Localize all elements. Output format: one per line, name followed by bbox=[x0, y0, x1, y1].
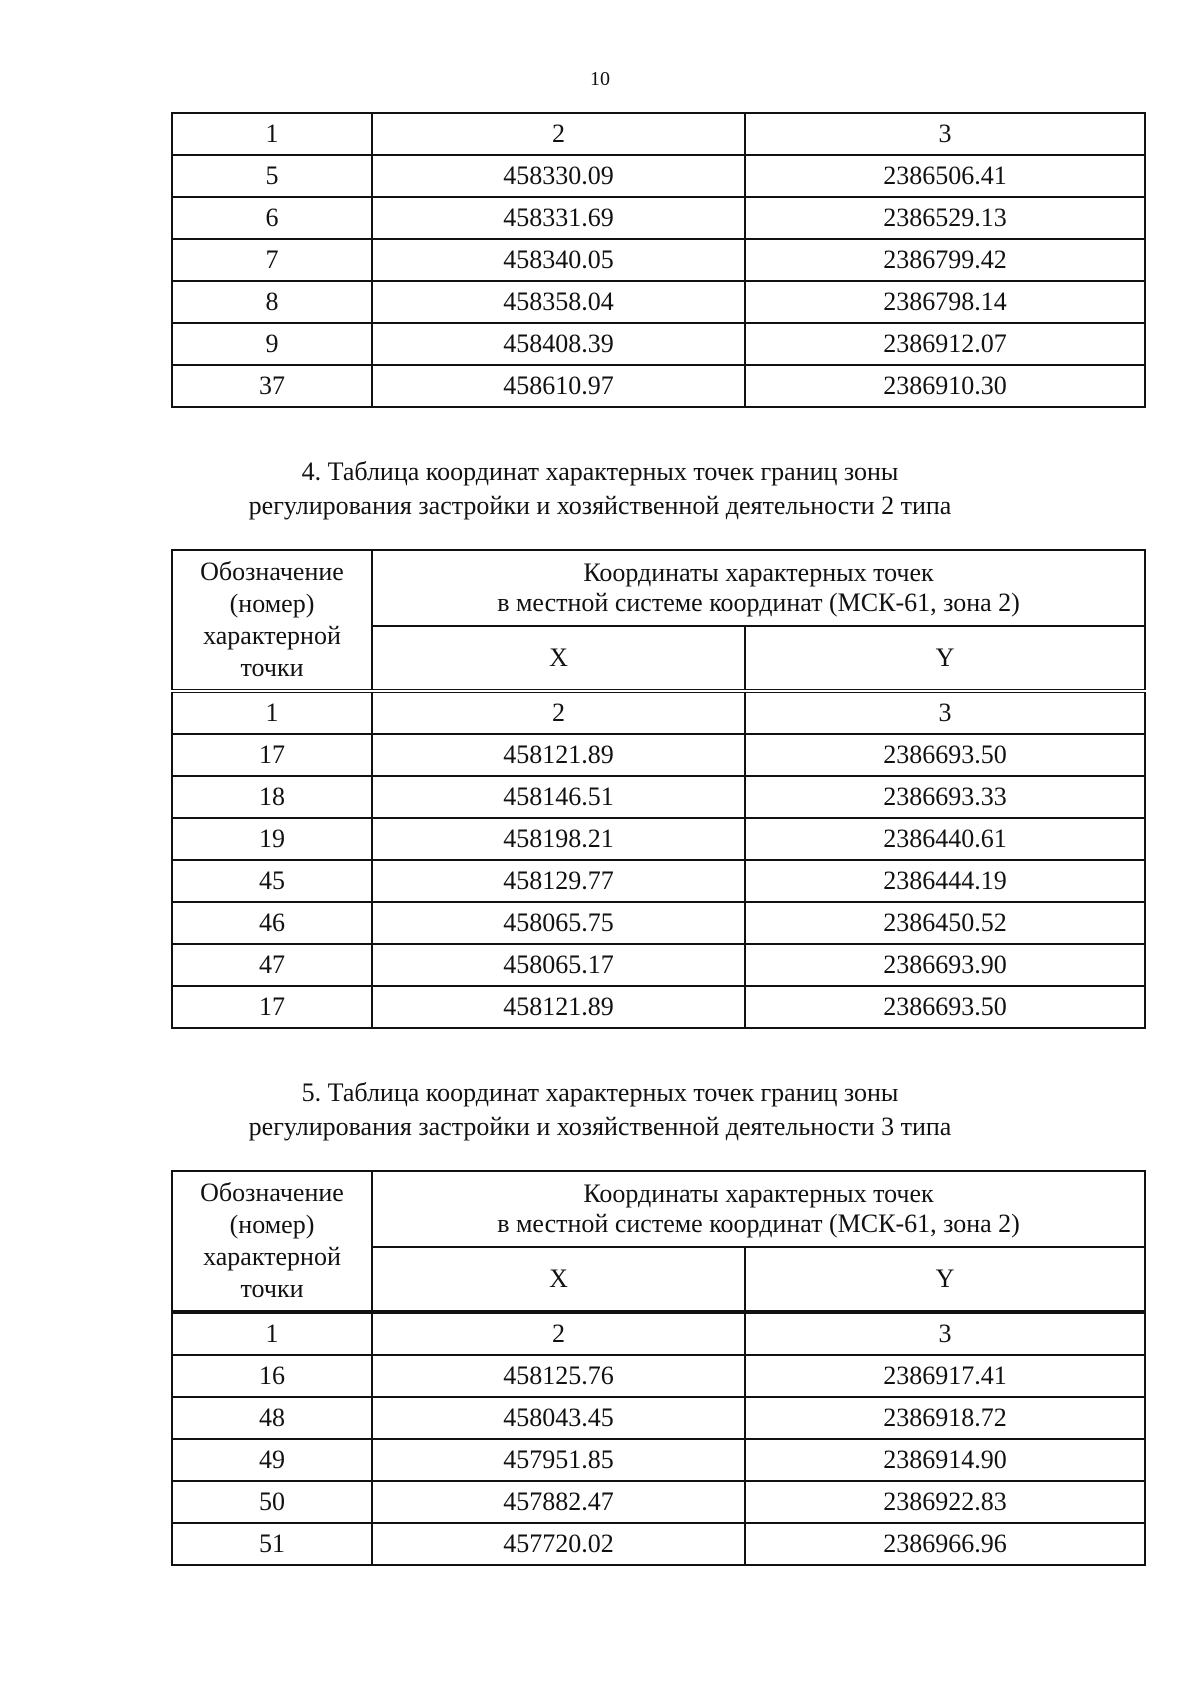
x-coordinate-cell: 458408.39 bbox=[372, 323, 745, 365]
coordinates-table-zone-2 bbox=[171, 549, 1146, 1029]
column-number-row bbox=[172, 691, 1145, 734]
table-row bbox=[172, 734, 1145, 776]
x-coordinate-cell: 458610.97 bbox=[372, 365, 745, 407]
y-coordinate-cell: 2386914.90 bbox=[745, 1439, 1145, 1481]
table-row bbox=[172, 155, 1145, 197]
point-number-cell: 50 bbox=[172, 1481, 372, 1523]
x-coordinate-cell: 457720.02 bbox=[372, 1523, 745, 1565]
designation-header-line: Обозначение bbox=[200, 557, 344, 586]
coordinates-header bbox=[372, 1171, 1145, 1247]
y-coordinate-cell: 2386966.96 bbox=[745, 1523, 1145, 1565]
table-row bbox=[172, 1481, 1145, 1523]
x-coordinate-cell: 458340.05 bbox=[372, 239, 745, 281]
x-coordinate-cell: 458330.09 bbox=[372, 155, 745, 197]
column-number-row bbox=[172, 1312, 1145, 1355]
designation-header-line: Обозначение bbox=[200, 1178, 344, 1207]
table-caption-5 bbox=[0, 1076, 1200, 1144]
y-axis-header: Y bbox=[745, 1247, 1145, 1312]
column-number-cell: 3 bbox=[745, 1312, 1145, 1355]
y-coordinate-cell: 2386917.41 bbox=[745, 1355, 1145, 1397]
x-coordinate-cell: 458121.89 bbox=[372, 734, 745, 776]
table-row bbox=[172, 281, 1145, 323]
column-number-cell: 1 bbox=[172, 691, 372, 734]
x-coordinate-cell: 457951.85 bbox=[372, 1439, 745, 1481]
table-row bbox=[172, 1523, 1145, 1565]
column-number-cell: 1 bbox=[172, 1312, 372, 1355]
page-number: 10 bbox=[590, 68, 610, 90]
column-number-cell: 3 bbox=[745, 113, 1145, 155]
x-coordinate-cell: 458129.77 bbox=[372, 860, 745, 902]
designation-header-line: (номер) bbox=[229, 1210, 315, 1239]
point-number-cell: 8 bbox=[172, 281, 372, 323]
y-coordinate-cell: 2386799.42 bbox=[745, 239, 1145, 281]
point-number-cell: 37 bbox=[172, 365, 372, 407]
coordinates-table-zone-3 bbox=[171, 1170, 1146, 1566]
coordinates-table-continued bbox=[171, 112, 1146, 408]
caption-line: 4. Таблица координат характерных точек границ зоны bbox=[301, 457, 899, 486]
column-number-cell: 2 bbox=[372, 1312, 745, 1355]
table-row bbox=[172, 365, 1145, 407]
point-number-cell: 9 bbox=[172, 323, 372, 365]
x-coordinate-cell: 458331.69 bbox=[372, 197, 745, 239]
table-row bbox=[172, 1397, 1145, 1439]
table-row bbox=[172, 239, 1145, 281]
x-coordinate-cell: 458125.76 bbox=[372, 1355, 745, 1397]
header-row bbox=[172, 1171, 1145, 1247]
y-coordinate-cell: 2386912.07 bbox=[745, 323, 1145, 365]
coordinates-header-line: Координаты характерных точек bbox=[583, 558, 934, 587]
column-number-row bbox=[172, 113, 1145, 155]
x-coordinate-cell: 458121.89 bbox=[372, 986, 745, 1028]
x-coordinate-cell: 458198.21 bbox=[372, 818, 745, 860]
table-row bbox=[172, 776, 1145, 818]
table-row bbox=[172, 902, 1145, 944]
point-number-cell: 17 bbox=[172, 734, 372, 776]
point-number-cell: 18 bbox=[172, 776, 372, 818]
coordinates-header-line: Координаты характерных точек bbox=[583, 1179, 934, 1208]
point-number-cell: 17 bbox=[172, 986, 372, 1028]
y-coordinate-cell: 2386693.50 bbox=[745, 986, 1145, 1028]
point-number-cell: 5 bbox=[172, 155, 372, 197]
coordinates-header bbox=[372, 550, 1145, 626]
y-coordinate-cell: 2386693.50 bbox=[745, 734, 1145, 776]
y-coordinate-cell: 2386450.52 bbox=[745, 902, 1145, 944]
y-coordinate-cell: 2386444.19 bbox=[745, 860, 1145, 902]
y-coordinate-cell: 2386693.90 bbox=[745, 944, 1145, 986]
point-number-cell: 16 bbox=[172, 1355, 372, 1397]
table-caption-4 bbox=[0, 455, 1200, 523]
y-coordinate-cell: 2386506.41 bbox=[745, 155, 1145, 197]
point-number-cell: 45 bbox=[172, 860, 372, 902]
column-number-cell: 2 bbox=[372, 691, 745, 734]
designation-header-line: характерной bbox=[203, 621, 341, 650]
caption-line: регулирования застройки и хозяйственной деятельности 3 типа bbox=[248, 1112, 952, 1141]
y-axis-header: Y bbox=[745, 626, 1145, 691]
point-number-cell: 51 bbox=[172, 1523, 372, 1565]
designation-header-line: характерной bbox=[203, 1242, 341, 1271]
coordinates-header-line: в местной системе координат (МСК-61, зона 2) bbox=[497, 1209, 1020, 1238]
caption-line: регулирования застройки и хозяйственной деятельности 2 типа bbox=[248, 491, 952, 520]
column-number-cell: 2 bbox=[372, 113, 745, 155]
x-coordinate-cell: 458358.04 bbox=[372, 281, 745, 323]
point-number-cell: 49 bbox=[172, 1439, 372, 1481]
table-row bbox=[172, 818, 1145, 860]
designation-header bbox=[172, 1171, 372, 1312]
point-number-cell: 46 bbox=[172, 902, 372, 944]
point-number-cell: 48 bbox=[172, 1397, 372, 1439]
x-coordinate-cell: 458146.51 bbox=[372, 776, 745, 818]
y-coordinate-cell: 2386798.14 bbox=[745, 281, 1145, 323]
table-row bbox=[172, 986, 1145, 1028]
x-coordinate-cell: 458065.75 bbox=[372, 902, 745, 944]
y-coordinate-cell: 2386922.83 bbox=[745, 1481, 1145, 1523]
coordinates-header-line: в местной системе координат (МСК-61, зона 2) bbox=[497, 588, 1020, 617]
x-axis-header: X bbox=[372, 626, 745, 691]
y-coordinate-cell: 2386529.13 bbox=[745, 197, 1145, 239]
designation-header bbox=[172, 550, 372, 691]
point-number-cell: 7 bbox=[172, 239, 372, 281]
table-row bbox=[172, 944, 1145, 986]
designation-header-line: точки bbox=[240, 653, 304, 682]
x-axis-header: X bbox=[372, 1247, 745, 1312]
caption-line: 5. Таблица координат характерных точек границ зоны bbox=[301, 1078, 899, 1107]
point-number-cell: 19 bbox=[172, 818, 372, 860]
point-number-cell: 6 bbox=[172, 197, 372, 239]
table-row bbox=[172, 860, 1145, 902]
table-row bbox=[172, 1355, 1145, 1397]
point-number-cell: 47 bbox=[172, 944, 372, 986]
x-coordinate-cell: 458065.17 bbox=[372, 944, 745, 986]
y-coordinate-cell: 2386440.61 bbox=[745, 818, 1145, 860]
header-row bbox=[172, 550, 1145, 626]
table-row bbox=[172, 1439, 1145, 1481]
table-row bbox=[172, 323, 1145, 365]
y-coordinate-cell: 2386918.72 bbox=[745, 1397, 1145, 1439]
y-coordinate-cell: 2386693.33 bbox=[745, 776, 1145, 818]
designation-header-line: (номер) bbox=[229, 589, 315, 618]
x-coordinate-cell: 457882.47 bbox=[372, 1481, 745, 1523]
column-number-cell: 3 bbox=[745, 691, 1145, 734]
designation-header-line: точки bbox=[240, 1274, 304, 1303]
table-row bbox=[172, 197, 1145, 239]
column-number-cell: 1 bbox=[172, 113, 372, 155]
y-coordinate-cell: 2386910.30 bbox=[745, 365, 1145, 407]
x-coordinate-cell: 458043.45 bbox=[372, 1397, 745, 1439]
